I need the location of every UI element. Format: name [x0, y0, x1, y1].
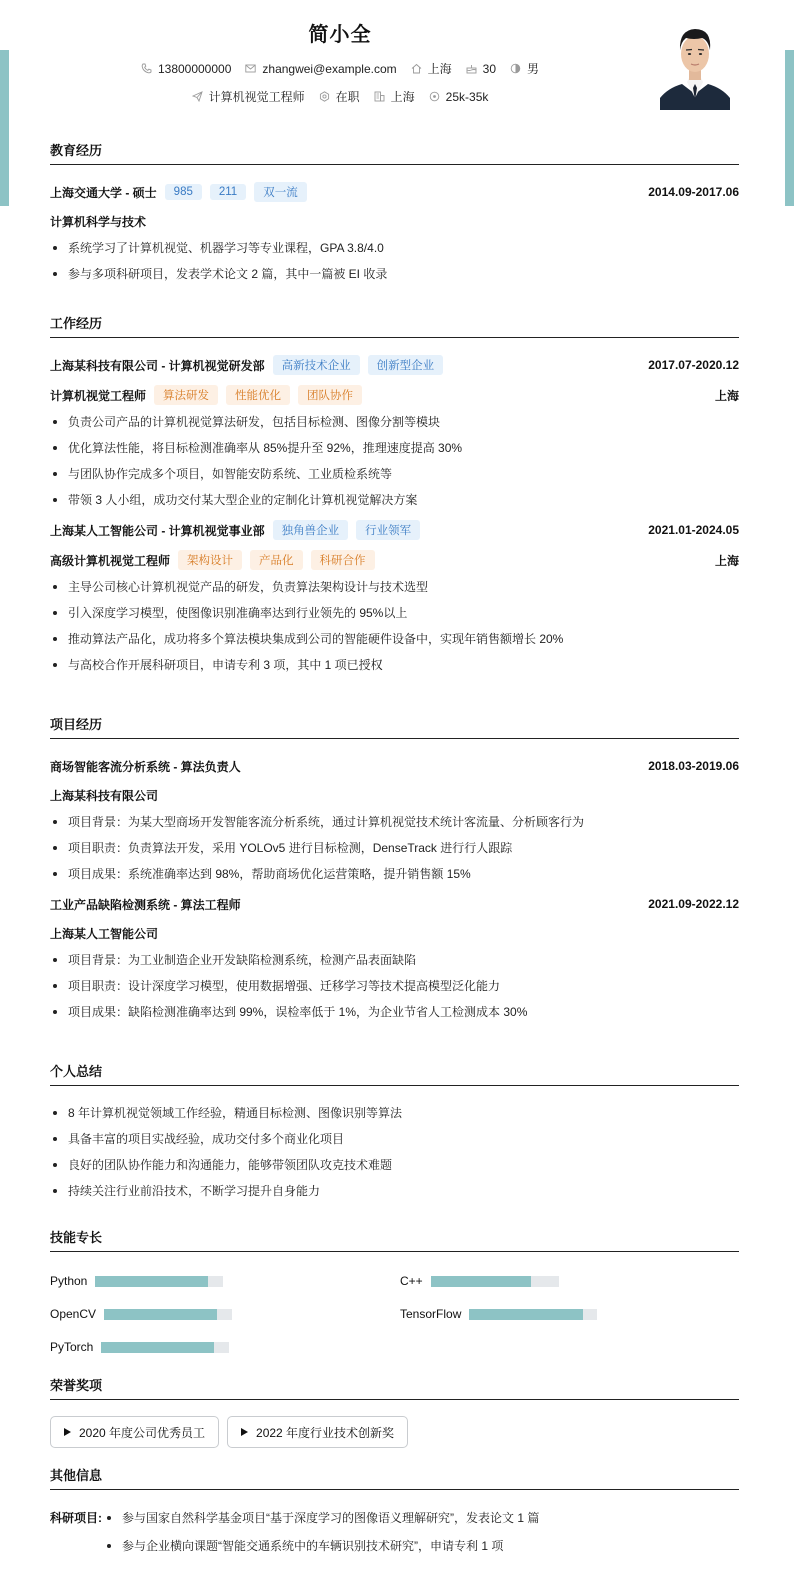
skill-bar-fill	[95, 1276, 208, 1287]
list-item: 推动算法产品化，成功将多个算法模块集成到公司的智能硬件设备中，实现年销售额增长 20%	[50, 631, 739, 647]
awards-section	[50, 1375, 739, 1448]
job-title-item	[192, 88, 305, 105]
project-name: 工业产品缺陷检测系统 - 算法工程师	[50, 897, 241, 912]
status-icon	[319, 91, 330, 102]
list-item: 与高校合作开展科研项目，申请专利 3 项，其中 1 项已授权	[50, 657, 739, 673]
school-tag: 211	[210, 184, 246, 200]
project-name: 商场智能客流分析系统 - 算法负责人	[50, 759, 241, 774]
research-bullets	[104, 1510, 539, 1566]
job-period: 2021.01-2024.05	[648, 523, 739, 537]
skill-bar	[469, 1309, 597, 1320]
phone-text: 13800000000	[157, 61, 232, 76]
salary-icon	[429, 91, 440, 102]
email-text: zhangwei@example.com	[262, 61, 397, 76]
research-label: 科研项目:	[50, 1511, 102, 1525]
job-bullets	[50, 579, 739, 673]
skill-name: OpenCV	[50, 1307, 97, 1321]
skill-item	[50, 1340, 229, 1354]
phone-item	[141, 62, 231, 76]
job-location: 上海	[714, 553, 739, 568]
company-tag: 高新技术企业	[273, 355, 360, 375]
skill-bar-fill	[431, 1276, 531, 1287]
education-entry-head	[50, 182, 739, 202]
list-item: 引入深度学习模型，使图像识别准确率达到行业领先的 95%以上	[50, 605, 739, 621]
award-label: 2020 年度公司优秀员工	[79, 1425, 206, 1440]
education-period: 2014.09-2017.06	[648, 185, 739, 199]
role-name: 计算机视觉工程师	[50, 388, 147, 403]
job-role-row	[50, 550, 739, 570]
project-entry-head	[50, 756, 739, 776]
send-icon	[192, 91, 203, 102]
job-intent-row	[0, 88, 680, 105]
list-item: 项目成果：系统准确率达到 98%，帮助商场优化运营策略，提升销售额 15%	[50, 866, 739, 882]
list-item: 项目职责：负责算法开发，采用 YOLOv5 进行目标检测，DenseTrack 进行行人跟踪	[50, 840, 739, 856]
skill-name: C++	[400, 1274, 423, 1288]
list-item: 负责公司产品的计算机视觉算法研发，包括目标检测、图像分割等模块	[50, 414, 739, 430]
summary-bullets	[50, 1105, 739, 1199]
list-item: 具备丰富的项目实战经验，成功交付多个商业化项目	[50, 1131, 739, 1147]
list-item: 8 年计算机视觉领域工作经验，精通目标检测、图像识别等算法	[50, 1105, 739, 1121]
project-period: 2018.03-2019.06	[648, 759, 739, 773]
skill-name: PyTorch	[50, 1340, 94, 1354]
education-section	[50, 140, 739, 292]
skill-bar	[431, 1276, 559, 1287]
education-bullets	[50, 240, 739, 282]
age-text: 30	[482, 61, 497, 76]
other-title: 其他信息	[50, 1465, 739, 1490]
skill-bar-fill	[469, 1309, 583, 1320]
salary-item	[429, 90, 489, 104]
project-company: 上海某人工智能公司	[50, 926, 159, 941]
school-tag: 985	[165, 184, 202, 200]
salary-text: 25k-35k	[445, 89, 489, 104]
summary-title: 个人总结	[50, 1061, 739, 1086]
project-entry-head	[50, 894, 739, 914]
skill-item	[400, 1307, 597, 1321]
phone-icon	[141, 63, 152, 74]
skill-bar	[95, 1276, 223, 1287]
award-label: 2022 年度行业技术创新奖	[256, 1425, 395, 1440]
candidate-name: 简小全	[308, 24, 372, 46]
status-item	[319, 88, 360, 105]
building-icon	[374, 91, 385, 102]
role-tag: 科研合作	[311, 550, 375, 570]
job-role-row	[50, 385, 739, 405]
work-section	[50, 313, 739, 683]
list-item: 项目背景：为某大型商场开发智能客流分析系统，通过计算机视觉技术统计客流量、分析顾客行为	[50, 814, 739, 830]
skill-item	[50, 1307, 232, 1321]
skill-bar-fill	[104, 1309, 217, 1320]
gender-icon	[510, 63, 521, 74]
skill-bar-fill	[101, 1342, 214, 1353]
list-item: 持续关注行业前沿技术，不断学习提升自身能力	[50, 1183, 739, 1199]
list-item: 优化算法性能，将目标检测准确率从 85%提升至 92%，推理速度提高 30%	[50, 440, 739, 456]
project-period: 2021.09-2022.12	[648, 897, 739, 911]
play-triangle-icon	[241, 1428, 248, 1436]
research-block	[50, 1510, 739, 1566]
home-icon	[411, 63, 422, 74]
age-item	[466, 62, 496, 76]
profile-photo	[660, 18, 730, 110]
play-triangle-icon	[64, 1428, 71, 1436]
projects-section	[50, 714, 739, 1030]
list-item: 参与国家自然科学基金项目“基于深度学习的图像语义理解研究”，发表论文 1 篇	[104, 1510, 539, 1526]
role-name: 高级计算机视觉工程师	[50, 553, 171, 568]
skills-list	[50, 1252, 739, 1362]
role-tag: 架构设计	[178, 550, 242, 570]
email-item	[245, 62, 396, 76]
company-tag: 行业领军	[356, 520, 420, 540]
other-section	[50, 1465, 739, 1566]
list-item: 主导公司核心计算机视觉产品的研发，负责算法架构设计与技术选型	[50, 579, 739, 595]
list-item: 参与企业横向课题“智能交通系统中的车辆识别技术研究”，申请专利 1 项	[104, 1538, 539, 1554]
award-chip	[227, 1416, 408, 1448]
city-text: 上海	[390, 90, 415, 104]
projects-title: 项目经历	[50, 714, 739, 739]
hometown-text: 上海	[427, 62, 452, 76]
skill-name: TensorFlow	[400, 1307, 462, 1321]
gender-text: 男	[527, 62, 540, 76]
mail-icon	[245, 63, 256, 74]
list-item: 系统学习了计算机视觉、机器学习等专业课程，GPA 3.8/4.0	[50, 240, 739, 256]
role-tag: 算法研发	[154, 385, 218, 405]
project-bullets	[50, 814, 739, 882]
list-item: 项目职责：设计深度学习模型，使用数据增强、迁移学习等技术提高模型泛化能力	[50, 978, 739, 994]
skills-title: 技能专长	[50, 1227, 739, 1252]
skills-section	[50, 1227, 739, 1362]
company-name: 上海某科技有限公司 - 计算机视觉研发部	[50, 358, 265, 373]
skill-item	[400, 1274, 559, 1288]
skill-item	[50, 1274, 223, 1288]
job-bullets	[50, 414, 739, 508]
list-item: 项目背景：为工业制造企业开发缺陷检测系统，检测产品表面缺陷	[50, 952, 739, 968]
job-period: 2017.07-2020.12	[648, 358, 739, 372]
hometown-item	[411, 60, 452, 77]
project-bullets	[50, 952, 739, 1020]
gender-item	[510, 60, 539, 77]
role-tag: 团队协作	[298, 385, 362, 405]
education-title: 教育经历	[50, 140, 739, 165]
company-tag: 创新型企业	[368, 355, 444, 375]
status-text: 在职	[335, 90, 360, 104]
school-tag: 双一流	[254, 182, 307, 202]
company-name: 上海某人工智能公司 - 计算机视觉事业部	[50, 523, 265, 538]
list-item: 带领 3 人小组，成功交付某大型企业的定制化计算机视觉解决方案	[50, 492, 739, 508]
skill-bar	[104, 1309, 232, 1320]
list-item: 与团队协作完成多个项目，如智能安防系统、工业质检系统等	[50, 466, 739, 482]
award-chip	[50, 1416, 219, 1448]
work-title: 工作经历	[50, 313, 739, 338]
role-tag: 性能优化	[226, 385, 290, 405]
awards-list	[50, 1416, 739, 1448]
job-entry-head	[50, 355, 739, 375]
list-item: 参与多项科研项目，发表学术论文 2 篇，其中一篇被 EI 收录	[50, 266, 739, 282]
project-company: 上海某科技有限公司	[50, 788, 159, 803]
company-tag: 独角兽企业	[273, 520, 349, 540]
city-item	[374, 88, 415, 105]
contact-row	[0, 60, 680, 77]
skill-bar	[101, 1342, 229, 1353]
role-tag: 产品化	[250, 550, 303, 570]
job-entry-head	[50, 520, 739, 540]
summary-section	[50, 1061, 739, 1209]
cake-icon	[466, 63, 477, 74]
list-item: 项目成果：缺陷检测准确率达到 99%，误检率低于 1%，为企业节省人工检测成本 30%	[50, 1004, 739, 1020]
job-title-text: 计算机视觉工程师	[208, 90, 305, 104]
list-item: 良好的团队协作能力和沟通能力，能够带领团队攻克技术难题	[50, 1157, 739, 1173]
education-major: 计算机科学与技术	[50, 214, 147, 229]
skill-name: Python	[50, 1274, 88, 1288]
job-location: 上海	[714, 388, 739, 403]
school-name: 上海交通大学 - 硕士	[50, 185, 157, 200]
resume-header	[0, 0, 794, 130]
awards-title: 荣誉奖项	[50, 1375, 739, 1400]
